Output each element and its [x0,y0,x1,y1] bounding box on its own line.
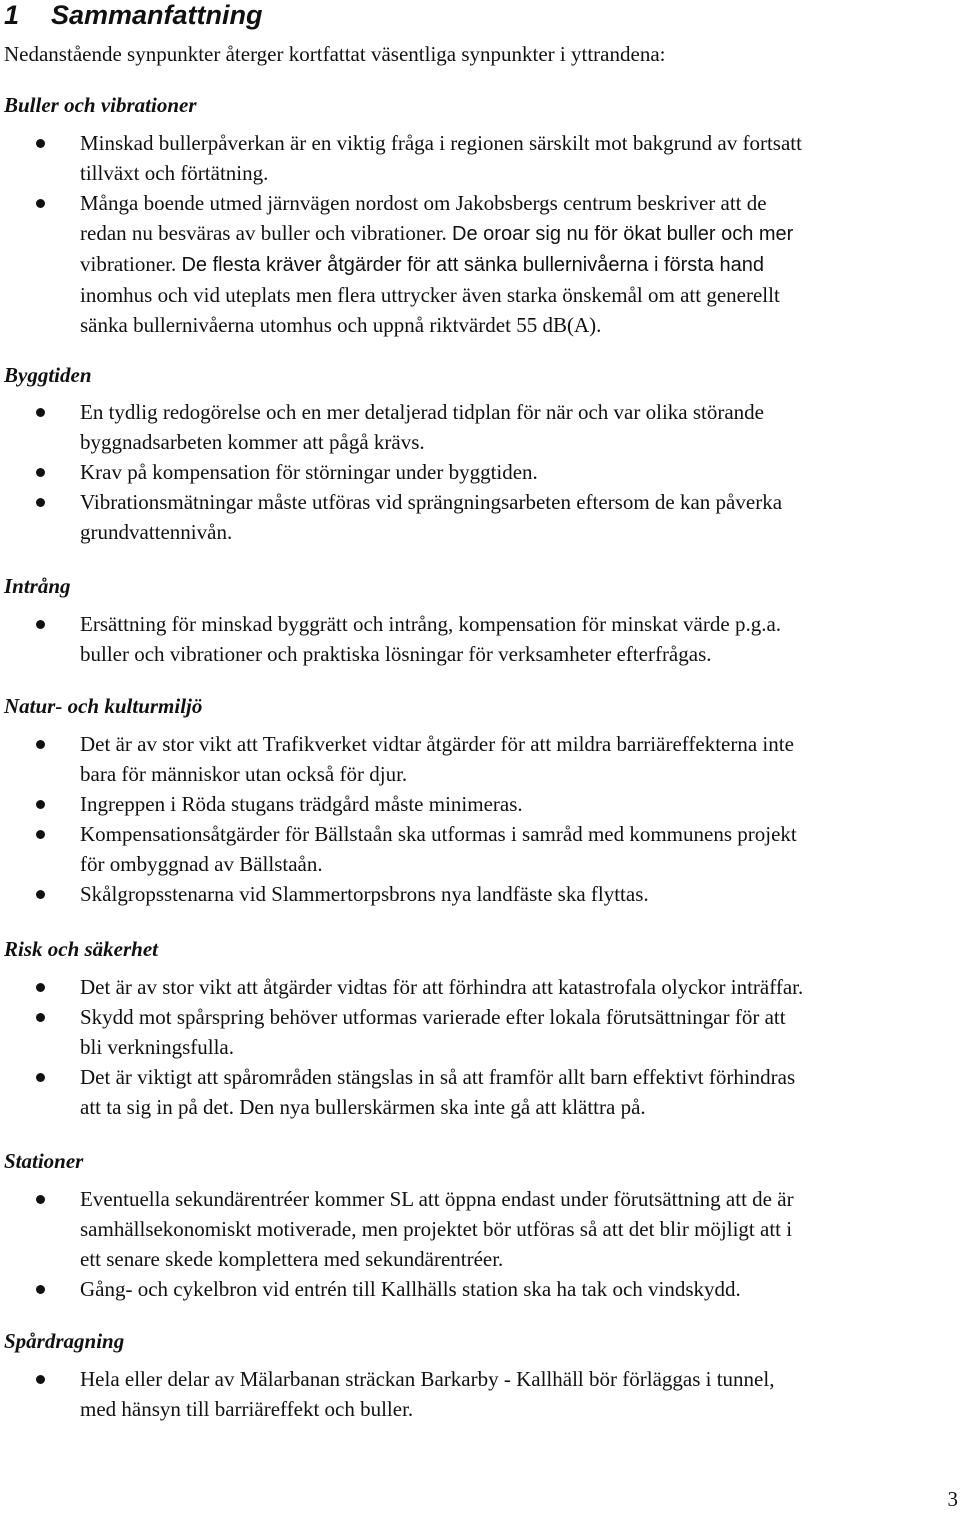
text-line: byggnadsarbeten kommer att pågå krävs. [80,430,425,454]
bullet-icon [36,890,45,899]
text-line: sänka bullernivåerna utomhus och uppnå riktvärdet 55 dB(A). [80,313,602,337]
text-line: Skålgropsstenarna vid Slammertorpsbrons nya landfäste ska flyttas. [80,882,649,906]
text-segment-sans: De oroar sig nu för ökat buller och mer [452,223,794,245]
subsection-title-stationer: Stationer [4,1149,84,1173]
bullet-icon [36,1073,45,1082]
text-line: att ta sig in på det. Den nya bullerskärmen ska inte gå att klättra på. [80,1095,646,1119]
text-line: buller och vibrationer och praktiska lösningar för verksamheter efterfrågas. [80,642,712,666]
text-line: Det är av stor vikt att Trafikverket vidtar åtgärder för att mildra barriäreffekterna inte [80,732,794,756]
text-segment: redan nu besväras av buller och vibrationer. [80,221,453,245]
bullet-list-intrang [0,609,960,669]
text-line: Hela eller delar av Mälarbanan sträckan Barkarby - Kallhäll bör förläggas i tunnel, [80,1367,775,1391]
bullet-item [0,128,960,188]
text-line: Många boende utmed järnvägen nordost om Jakobsbergs centrum beskriver att de [80,191,767,215]
bullet-item [0,972,960,1002]
bullet-icon [36,498,45,507]
text-line: Det är viktigt att spårområden stängslas in så att framför allt barn effektivt förhindras [80,1065,796,1089]
bullet-list-stationer [0,1184,960,1304]
text-line: Minskad bullerpåverkan är en viktig fråga i regionen särskilt mot bakgrund av fortsatt [80,131,802,155]
bullet-item [0,457,960,487]
bullet-item [0,879,960,909]
text-line: inomhus och vid uteplats men flera uttrycker även starka önskemål om att generellt [80,283,780,307]
bullet-icon [36,983,45,992]
intro-paragraph: Nedanstående synpunkter återger kortfattat väsentliga synpunkter i yttrandena: [4,42,666,66]
bullet-icon [36,408,45,417]
text-line: Krav på kompensation för störningar under byggtiden. [80,460,538,484]
subsection-title-byggtiden: Byggtiden [4,363,92,387]
text-line: grundvattennivån. [80,520,233,544]
bullet-item [0,487,960,547]
text-line: Kompensationsåtgärder för Bällstaån ska utformas i samråd med kommunens projekt [80,822,797,846]
bullet-item [0,789,960,819]
text-line: En tydlig redogörelse och en mer detaljerad tidplan för när och var olika störande [80,400,764,424]
section-heading [4,0,263,30]
bullet-list-buller [0,128,960,340]
text-line: Gång- och cykelbron vid entrén till Kallhälls station ska ha tak och vindskydd. [80,1277,741,1301]
text-line: Ingreppen i Röda stugans trädgård måste minimeras. [80,792,523,816]
text-line: Eventuella sekundärentréer kommer SL att öppna endast under förutsättning att de är [80,1187,794,1211]
text-line: med hänsyn till barriäreffekt och buller. [80,1397,414,1421]
bullet-item [0,1062,960,1122]
page-number: 3 [947,1487,958,1511]
text-line: ett senare skede komplettera med sekundärentréer. [80,1247,504,1271]
heading-title: Sammanfattning [51,0,263,30]
bullet-item [0,397,960,457]
bullet-list-spardragning [0,1364,960,1424]
bullet-icon [36,468,45,477]
bullet-item [0,729,960,789]
bullet-list-natur [0,729,960,909]
bullet-item [0,819,960,879]
bullet-icon [36,740,45,749]
bullet-icon [36,1195,45,1204]
bullet-icon [36,800,45,809]
text-line: för ombyggnad av Bällstaån. [80,852,323,876]
text-line: Skydd mot spårspring behöver utformas varierade efter lokala förutsättningar för att [80,1005,786,1029]
bullet-icon [36,1013,45,1022]
heading-number: 1 [4,0,20,30]
text-line [80,249,954,280]
bullet-icon [36,1285,45,1294]
bullet-list-byggtiden [0,397,960,547]
text-segment: vibrationer. [80,252,182,276]
bullet-item [0,1184,960,1274]
bullet-list-risk [0,972,960,1122]
text-line: samhällsekonomiskt motiverade, men projektet bör utföras så att det blir möjligt att i [80,1217,793,1241]
subsection-title-spardragning: Spårdragning [4,1329,125,1353]
bullet-item [0,1364,960,1424]
bullet-icon [36,139,45,148]
text-line: bara för människor utan också för djur. [80,762,408,786]
bullet-icon [36,620,45,629]
subsection-title-intrang: Intrång [4,574,71,598]
bullet-icon [36,830,45,839]
text-line: Vibrationsmätningar måste utföras vid sprängningsarbeten eftersom de kan påverka [80,490,783,514]
bullet-item [0,188,960,340]
subsection-title-risk: Risk och säkerhet [4,937,159,961]
bullet-icon [36,199,45,208]
text-segment-sans: De flesta kräver åtgärder för att sänka bullernivåerna i första hand [181,254,765,276]
bullet-item [0,609,960,669]
text-line: Ersättning för minskad byggrätt och intrång, kompensation för minskat värde p.g.a. [80,612,782,636]
bullet-icon [36,1375,45,1384]
text-line: bli verkningsfulla. [80,1035,234,1059]
subsection-title-buller: Buller och vibrationer [4,93,197,117]
text-line [80,218,954,249]
text-line: Det är av stor vikt att åtgärder vidtas för att förhindra att katastrofala olyckor inträffar. [80,975,804,999]
subsection-title-natur: Natur- och kulturmiljö [4,694,203,718]
bullet-item [0,1274,960,1304]
bullet-item [0,1002,960,1062]
text-line: tillväxt och förtätning. [80,161,269,185]
